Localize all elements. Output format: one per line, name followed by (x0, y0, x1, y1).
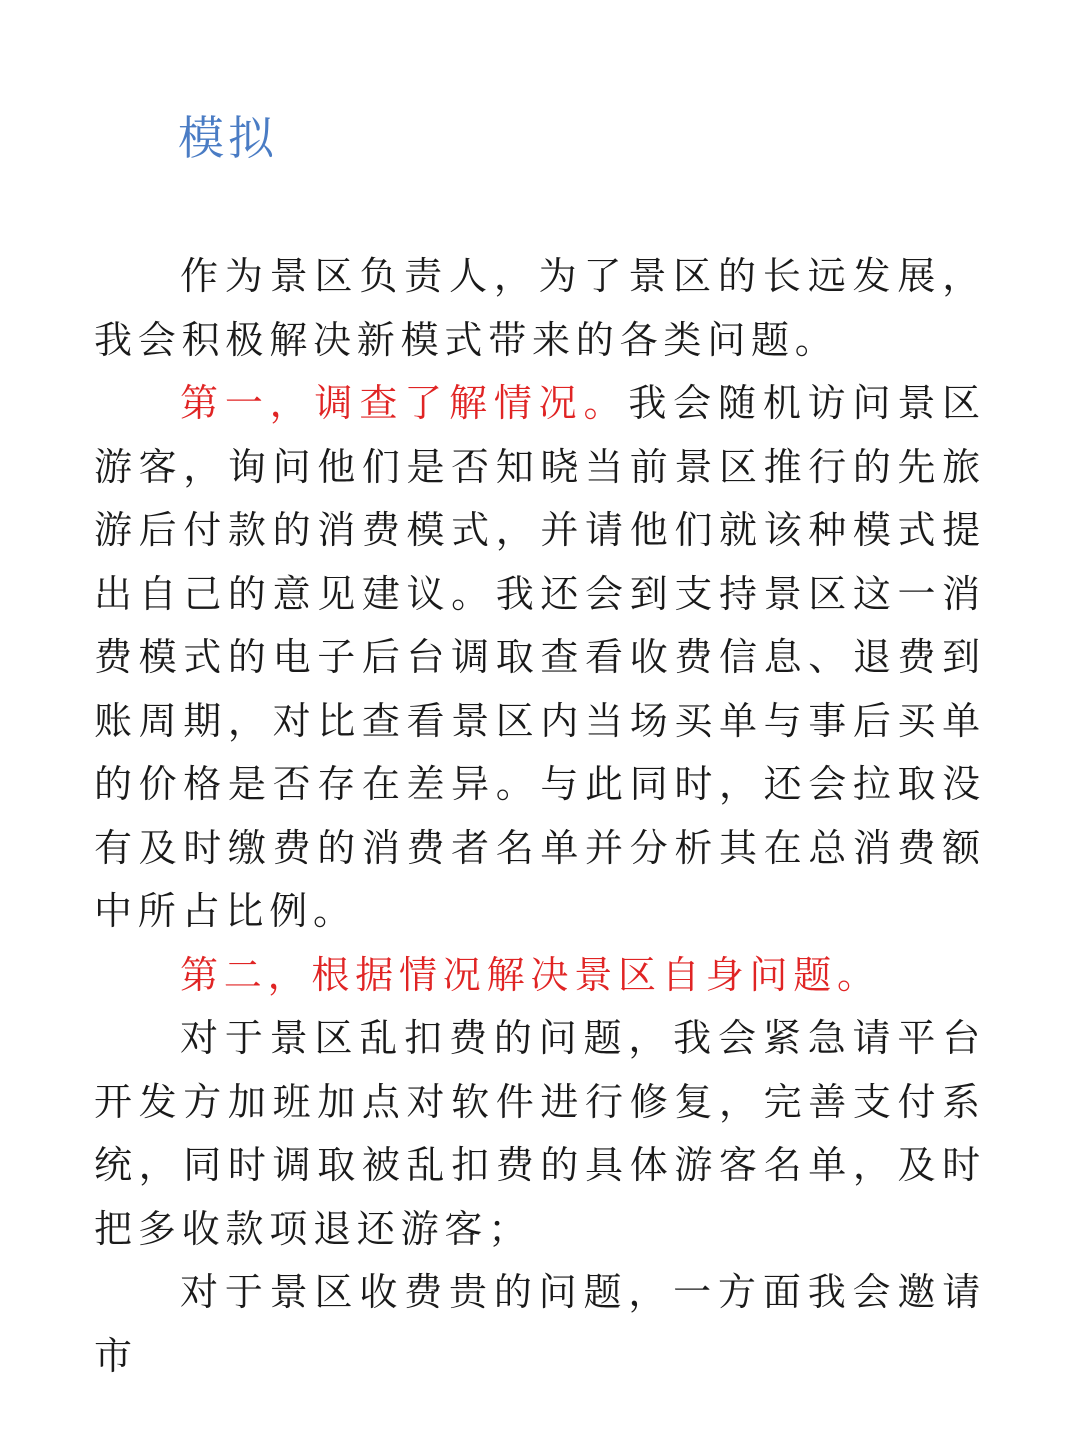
paragraph-text: 对于景区收费贵的问题，一方面我会邀请市 (94, 1270, 986, 1378)
step-one-heading: 第一，调查了解情况。 (180, 381, 629, 425)
paragraph-high-price (94, 1261, 986, 1388)
paragraph-text: 我会随机访问景区游客，询问他们是否知晓当前景区推行的先旅游后付款的消费模式，并请他们就该种模式提出自己的意见建议。我还会到支持景区这一消费模式的电子后台调取查看收费信息、退费到账周期，对比查看景区内当场买单与事后买单的价格是否存在差异。与此同时，还会拉取没有及时缴费的消费者名单并分析其在总消费额中所占比例。 (94, 381, 986, 933)
paragraph-overcharge (94, 1007, 986, 1261)
step-two-heading: 第二，根据情况解决景区自身问题。 (180, 952, 881, 997)
paragraph-step-one (94, 372, 986, 944)
page-title: 模拟 (178, 111, 278, 165)
document-body (94, 245, 986, 1388)
paragraph-text: 对于景区乱扣费的问题，我会紧急请平台开发方加班加点对软件进行修复，完善支付系统，同时调取被乱扣费的具体游客名单，及时把多收款项退还游客； (94, 1016, 986, 1251)
paragraph-text: 作为景区负责人，为了景区的长远发展，我会积极解决新模式带来的各类问题。 (94, 254, 986, 362)
paragraph-intro (94, 245, 986, 372)
paragraph-step-two (94, 944, 986, 1008)
